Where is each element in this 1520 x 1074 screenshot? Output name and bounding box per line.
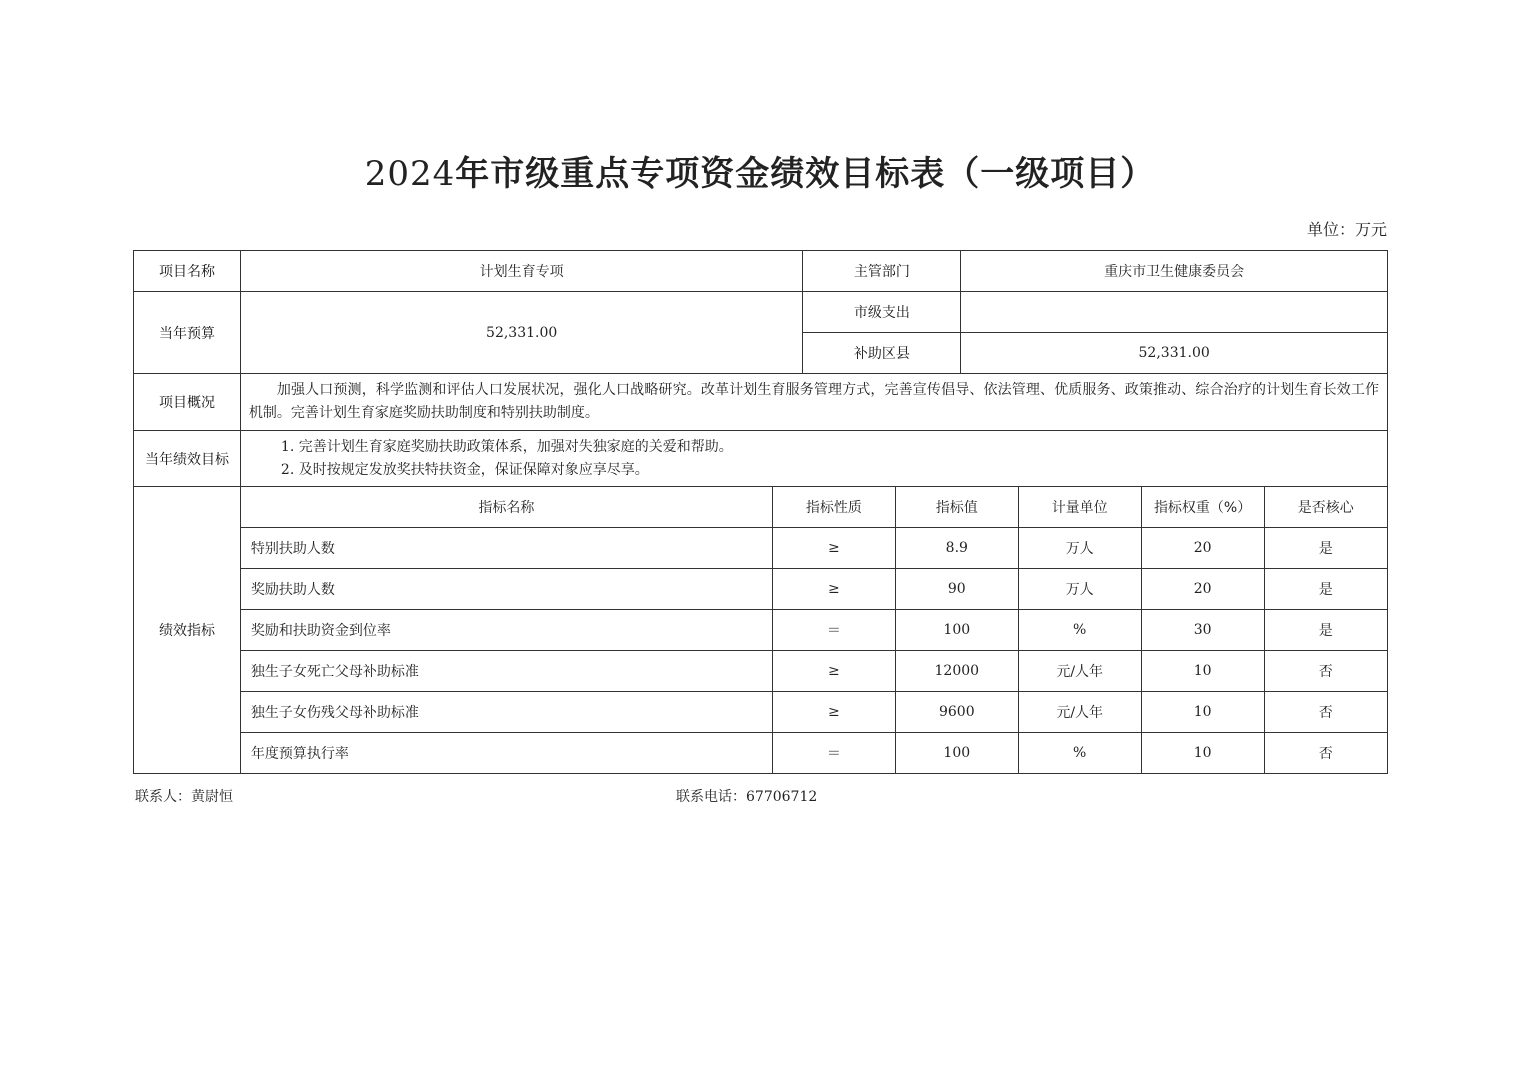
city-expense-label: 市级支出 [803,292,961,333]
indicator-type: ≥ [772,651,895,692]
indicator-value: 90 [895,569,1018,610]
indicator-core: 是 [1264,528,1387,569]
unit-label: 单位：万元 [1306,220,1387,239]
indicator-weight: 10 [1141,651,1264,692]
indicator-name: 独生子女伤残父母补助标准 [241,692,773,733]
dept-value: 重庆市卫生健康委员会 [961,251,1388,292]
indicators-header-row [241,487,1387,528]
indicators-table [241,487,1387,773]
overview-text: 加强人口预测，科学监测和评估人口发展状况，强化人口战略研究。改革计划生育服务管理方式，完善宣传倡导、依法管理、优质服务、政策推动、综合治疗的计划生育长效工作机制。完善计划生育家庭奖励扶助制度和特别扶助制度。 [240,374,1387,431]
budget-label: 当年预算 [134,292,241,374]
indicator-name: 独生子女死亡父母补助标准 [241,651,773,692]
performance-table [133,250,1388,774]
table-row [241,651,1387,692]
table-row [241,733,1387,774]
indicator-value: 100 [895,610,1018,651]
indicator-core: 否 [1264,692,1387,733]
indicators-cell [240,487,1387,774]
indicator-name: 特别扶助人数 [241,528,773,569]
indicator-type: ≥ [772,692,895,733]
contact-phone: 联系电话：67706712 [676,789,818,805]
title-year: 2024 [364,154,456,194]
indicator-type: ≥ [772,528,895,569]
header-indicator-value: 指标值 [895,487,1018,528]
contact-person: 联系人：黄尉恒 [135,789,233,805]
subsidy-label: 补助区县 [803,333,961,374]
indicator-value: 8.9 [895,528,1018,569]
subsidy-value: 52,331.00 [961,333,1388,374]
indicator-unit: 元/人年 [1018,692,1141,733]
title-text: 年市级重点专项资金绩效目标表（一级项目） [455,154,1156,194]
indicator-value: 12000 [895,651,1018,692]
header-core: 是否核心 [1264,487,1387,528]
indicator-value: 100 [895,733,1018,774]
indicator-core: 是 [1264,569,1387,610]
indicator-weight: 30 [1141,610,1264,651]
indicator-unit: 万人 [1018,569,1141,610]
indicator-core: 否 [1318,746,1333,762]
indicator-name: 年度预算执行率 [241,733,773,774]
indicator-type: ＝ [772,610,895,651]
indicator-weight: 10 [1141,733,1264,774]
indicators-label: 绩效指标 [134,487,241,774]
project-name-label: 项目名称 [134,251,241,292]
indicator-core: 是 [1264,610,1387,651]
project-name-value: 计划生育专项 [240,251,803,292]
header-indicator-type: 指标性质 [772,487,895,528]
table-row [241,528,1387,569]
dept-label: 主管部门 [803,251,961,292]
table-row [241,569,1387,610]
goal-item: 2. 及时按规定发放奖扶特扶资金，保证保障对象应享尽享。 [280,461,649,478]
indicator-unit: 万人 [1018,528,1141,569]
indicator-name: 奖励扶助人数 [241,569,773,610]
table-row [241,610,1387,651]
indicator-weight: 20 [1141,569,1264,610]
indicator-name: 奖励和扶助资金到位率 [241,610,773,651]
indicator-core: 否 [1264,651,1387,692]
indicator-weight: 10 [1141,692,1264,733]
indicator-type: ＝ [772,733,895,774]
overview-label: 项目概况 [134,374,241,431]
header-weight: 指标权重（%） [1141,487,1264,528]
indicator-value: 9600 [895,692,1018,733]
goal-item: 1. 完善计划生育家庭奖励扶助政策体系，加强对失独家庭的关爱和帮助。 [280,438,733,455]
indicator-unit: % [1018,610,1141,651]
indicator-type: ≥ [772,569,895,610]
header-unit: 计量单位 [1018,487,1141,528]
indicator-unit: 元/人年 [1018,651,1141,692]
table-row [241,692,1387,733]
city-expense-value [961,292,1388,333]
indicator-weight: 20 [1141,528,1264,569]
page-title [0,146,1520,195]
goals-label: 当年绩效目标 [134,431,241,487]
indicator-unit: % [1018,733,1141,774]
budget-value: 52,331.00 [240,292,803,374]
goals-list [240,431,1387,487]
header-indicator-name: 指标名称 [241,487,773,528]
